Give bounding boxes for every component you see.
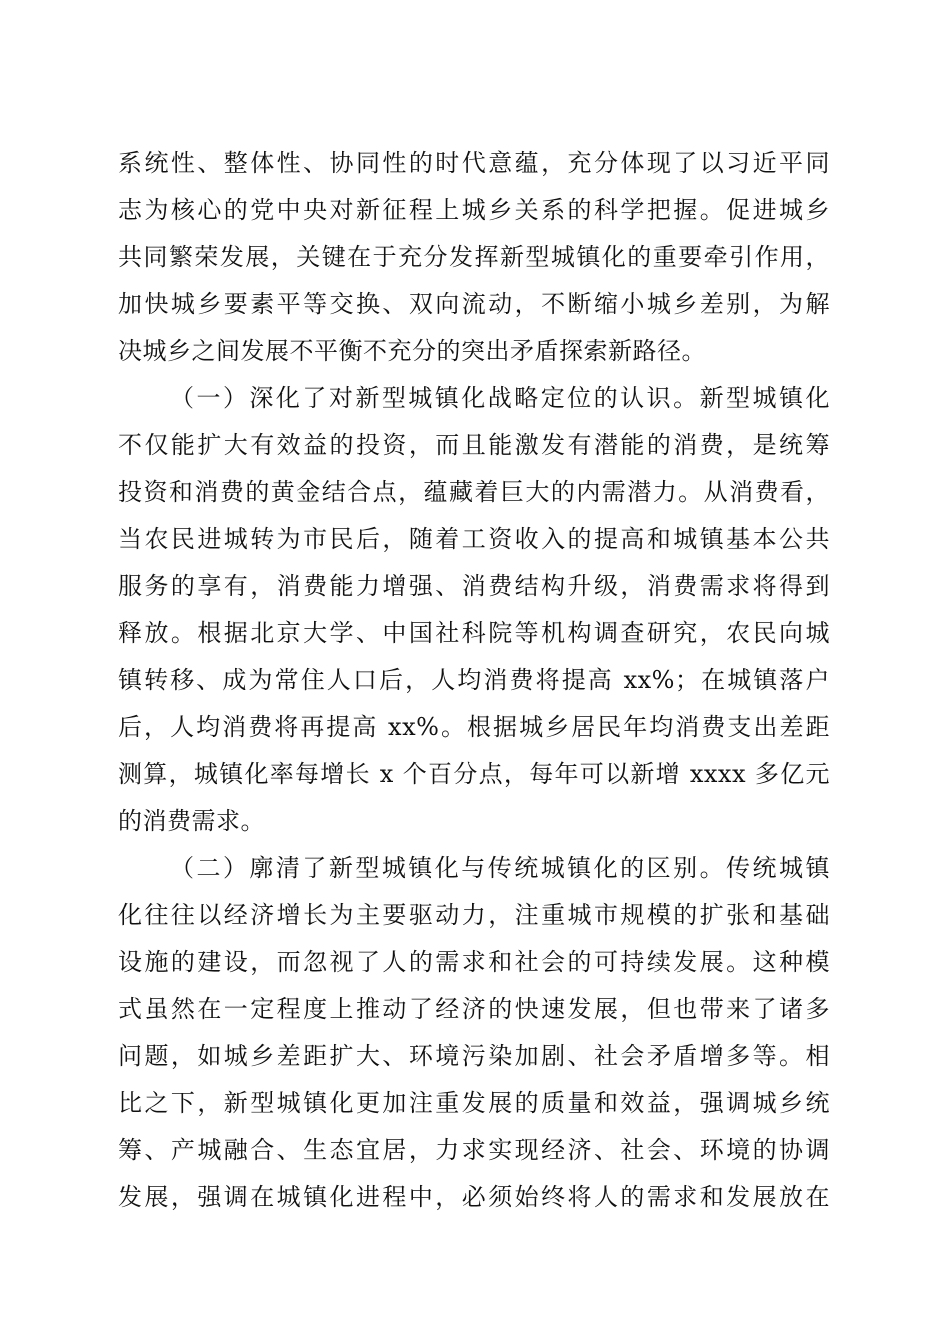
text-line: 当农民进城转为市民后，随着工资收入的提高和城镇基本公共 xyxy=(118,525,830,553)
text-line: 共同繁荣发展，关键在于充分发挥新型城镇化的重要牵引作用， xyxy=(118,243,830,271)
text-line: 系统性、整体性、协同性的时代意蕴，充分体现了以习近平同 xyxy=(118,149,830,177)
text-line: 决城乡之间发展不平衡不充分的突出矛盾探索新路径。 xyxy=(118,337,706,365)
text-line: 释放。根据北京大学、中国社科院等机构调查研究，农民向城 xyxy=(118,619,830,647)
text-line: 加快城乡要素平等交换、双向流动，不断缩小城乡差别，为解 xyxy=(118,290,830,318)
text-line: 发展，强调在城镇化进程中，必须始终将人的需求和发展放在 xyxy=(118,1183,830,1211)
paragraph xyxy=(118,845,830,1221)
text-line: 化往往以经济增长为主要驱动力，注重城市规模的扩张和基础 xyxy=(118,901,830,929)
text-line: 志为核心的党中央对新征程上城乡关系的科学把握。促进城乡 xyxy=(118,196,830,224)
body-text xyxy=(118,140,830,1221)
section-heading-line: （二）廓清了新型城镇化与传统城镇化的区别。传统城镇 xyxy=(170,854,830,882)
text-line: 镇转移、成为常住人口后，人均消费将提高 xx%；在城镇落户 xyxy=(118,666,830,694)
paragraph xyxy=(118,375,830,845)
text-line: 后，人均消费将再提高 xx%。根据城乡居民年均消费支出差距 xyxy=(118,713,830,741)
section-heading-line: （一）深化了对新型城镇化战略定位的认识。新型城镇化 xyxy=(170,384,830,412)
paragraph xyxy=(118,140,830,375)
text-line: 筹、产城融合、生态宜居，力求实现经济、社会、环境的协调 xyxy=(118,1136,830,1164)
text-line: 不仅能扩大有效益的投资，而且能激发有潜能的消费，是统筹 xyxy=(118,431,830,459)
text-line: 测算，城镇化率每增长 x 个百分点，每年可以新增 xxxx 多亿元 xyxy=(118,760,830,788)
text-line: 问题，如城乡差距扩大、环境污染加剧、社会矛盾增多等。相 xyxy=(118,1042,830,1070)
text-line: 比之下，新型城镇化更加注重发展的质量和效益，强调城乡统 xyxy=(118,1089,830,1117)
text-line: 的消费需求。 xyxy=(118,807,265,835)
text-line: 投资和消费的黄金结合点，蕴藏着巨大的内需潜力。从消费看， xyxy=(118,478,830,506)
text-line: 设施的建设，而忽视了人的需求和社会的可持续发展。这种模 xyxy=(118,948,830,976)
text-line: 服务的享有，消费能力增强、消费结构升级，消费需求将得到 xyxy=(118,572,830,600)
text-line: 式虽然在一定程度上推动了经济的快速发展，但也带来了诸多 xyxy=(118,995,830,1023)
